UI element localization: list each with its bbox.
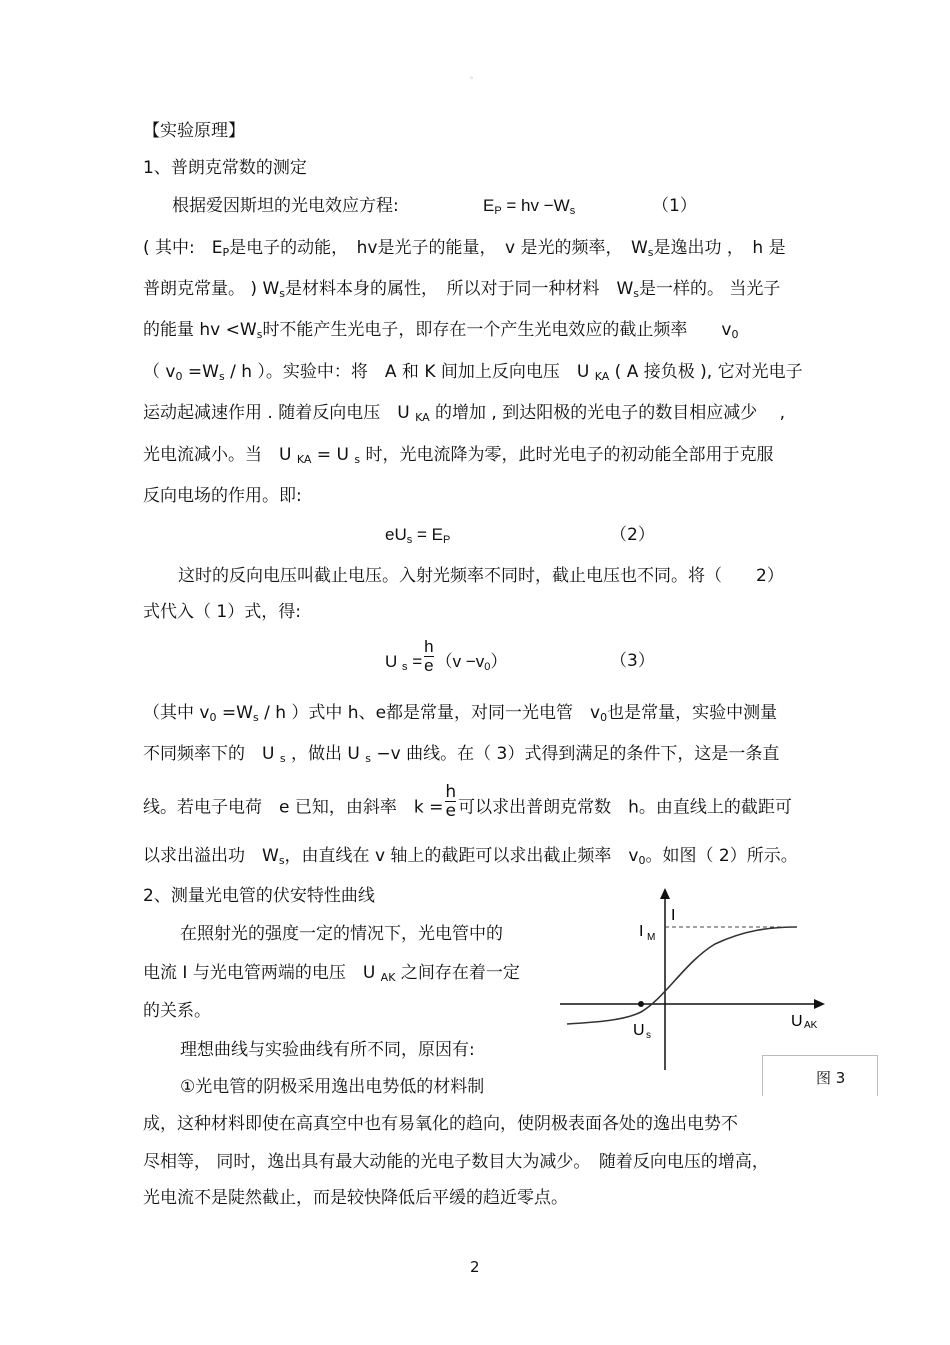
paragraph-line: 反向电场的作用。即:	[143, 486, 302, 506]
paragraph-line: 的关系。	[143, 1001, 211, 1021]
paragraph-line: ( 其中: $E_P$是电子的动能， hv是光子的能量， v 是光的频率， $W_s$是逸出功 ， h 是	[143, 238, 786, 259]
paragraph-line: 这时的反向电压叫截止电压。入射光频率不同时，截止电压也不同。将（ 2）	[178, 566, 784, 586]
figure-caption: 图 3	[816, 1069, 846, 1087]
cutoff-point	[638, 1001, 644, 1007]
y-axis-arrow-icon	[660, 888, 670, 899]
equation-2-number: （2）	[610, 525, 655, 545]
equation-1: $E_P$ = hv $-W_s$	[483, 196, 576, 217]
x-axis-label: U	[791, 1013, 803, 1030]
paragraph-line: 电流 I 与光电管两端的电压 U $_{AK}$ 之间存在着一定	[143, 963, 520, 984]
figure-iv-curve	[555, 880, 835, 1080]
y-axis-label: I	[671, 907, 676, 924]
equation-2: $eU_s = E_P$	[385, 525, 451, 546]
max-current-sub: M	[647, 932, 656, 943]
cutoff-voltage-sub: s	[646, 1030, 651, 1041]
paragraph-line: （其中 $v_0 =W_s / h$ ）式中 h、e都是常量，对同一光电管 $v_0$也是常量，实验中测量	[143, 703, 778, 724]
header-dot: 。	[470, 71, 478, 80]
paragraph-line: 运动起减速作用 . 随着反向电压 U $_{KA}$ 的增加 , 到达阳极的光电子的数目相应减少 ,	[143, 403, 786, 424]
subsection-1-title: 1、普朗克常数的测定	[143, 158, 307, 178]
subsection-2-title: 2、测量光电管的伏安特性曲线	[143, 886, 375, 906]
section-title: 【实验原理】	[143, 121, 245, 141]
paragraph-line: 线。若电子电荷 e 已知，由斜率 k = $\frac{h}{e}$ 可以求出普朗克常数 h。由直线上的截距可	[143, 782, 792, 821]
paragraph-line: 普朗克常量。 ) $W_s$是材料本身的属性， 所以对于同一种材料 $W_s$是一样的。 当光子	[143, 279, 781, 300]
paragraph-intro: 根据爱因斯坦的光电效应方程:	[172, 196, 399, 216]
paragraph-line: 的能量 hv $<W_s$时不能产生光电子，即存在一个产生光电效应的截止频率 $v_0$	[143, 320, 739, 341]
max-current-label: I	[639, 923, 644, 940]
equation-3: U $_s$ = $\frac{h}{e}$ $(v -v_0)$	[385, 637, 508, 675]
paragraph-line: 成，这种材料即使在高真空中也有易氧化的趋向，使阴极表面各处的逸出电势不	[143, 1114, 738, 1134]
equation-1-number: （1）	[652, 196, 697, 216]
paragraph-line: 以求出溢出功 $W_s$，由直线在 v 轴上的截距可以求出截止频率 $v_0$。如图（ 2）所示。	[143, 846, 798, 867]
paragraph-line: 在照射光的强度一定的情况下，光电管中的	[180, 924, 503, 944]
paragraph-line: 光电流不是陡然截止，而是较快降低后平缓的趋近零点。	[143, 1188, 568, 1208]
cutoff-voltage-label: U	[633, 1022, 645, 1039]
paragraph-line: 尽相等， 同时，逸出具有最大动能的光电子数目大为减少。 随着反向电压的增高，	[143, 1152, 769, 1172]
x-axis-sub: AK	[804, 1020, 818, 1031]
paragraph-line: （ $v_0 =W_s / h$ ）。实验中：将 A 和 K 间加上反向电压 U $_{KA}$ ( A 接负极 ), 它对光电子	[143, 362, 803, 383]
equation-3-number: （3）	[610, 651, 655, 671]
paragraph-line: 理想曲线与实验曲线有所不同，原因有:	[180, 1040, 475, 1060]
paragraph-line: ①光电管的阴极采用逸出电势低的材料制	[180, 1077, 485, 1097]
paragraph-line: 不同频率下的 U $_s$ ，做出 U $_s$ −v 曲线。在（ 3）式得到满足的条件下，这是一条直	[143, 744, 780, 765]
paragraph-line: 光电流减小。当 U $_{KA}$ = U $_s$ 时，光电流降为零，此时光电子的初动能全部用于克服	[143, 445, 774, 466]
paragraph-line: 式代入（ 1）式，得:	[143, 602, 301, 622]
page-number: 2	[470, 1258, 480, 1276]
x-axis-arrow-icon	[814, 999, 825, 1009]
